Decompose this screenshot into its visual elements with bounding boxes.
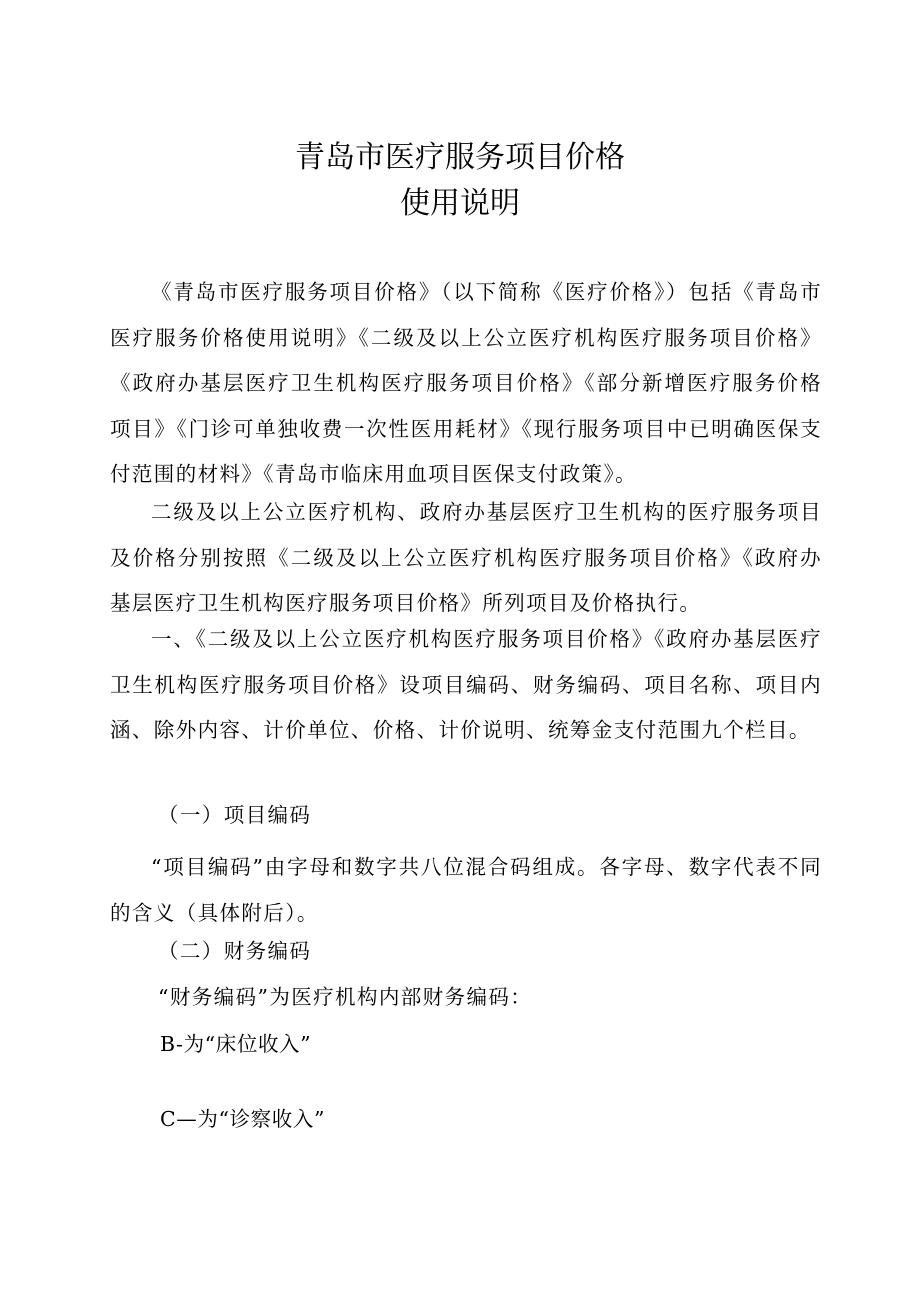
- paragraph-project-code: “项目编码”由字母和数字共八位混合码组成。各字母、数字代表不同的含义（具体附后）。: [110, 855, 822, 925]
- document-title: 青岛市医疗服务项目价格: [295, 140, 625, 175]
- section-heading-finance-code: （二）财务编码: [158, 939, 312, 963]
- finance-code-c: C—为“诊察收入”: [160, 1107, 326, 1131]
- document-subtitle: 使用说明: [400, 186, 520, 221]
- paragraph-scope: 二级及以上公立医疗机构、政府办基层医疗卫生机构的医疗服务项目及价格分别按照《二级及以上公立医疗机构医疗服务项目价格》《政府办基层医疗卫生机构医疗服务项目价格》所列项目及价格执行。: [110, 500, 822, 615]
- finance-code-b: B-为“床位收入”: [160, 1032, 312, 1056]
- paragraph-columns: 一、《二级及以上公立医疗机构医疗服务项目价格》《政府办基层医疗卫生机构医疗服务项目价格》设项目编码、财务编码、项目名称、项目内涵、除外内容、计价单位、价格、计价说明、统筹金支付范围九个栏目。: [110, 627, 822, 742]
- paragraph-intro: 《青岛市医疗服务项目价格》（以下简称《医疗价格》）包括《青岛市医疗服务价格使用说明》《二级及以上公立医疗机构医疗服务项目价格》《政府办基层医疗卫生机构医疗服务项目价格》《部分新增医疗服务价格项目》《门诊可单独收费一次性医用耗材》《现行服务项目中已明确医保支付范围的材料》《青岛市临床用血项目医保支付政策》。: [110, 280, 822, 486]
- paragraph-finance-code: “财务编码”为医疗机构内部财务编码：: [158, 985, 533, 1009]
- section-heading-project-code: （一）项目编码: [158, 803, 312, 827]
